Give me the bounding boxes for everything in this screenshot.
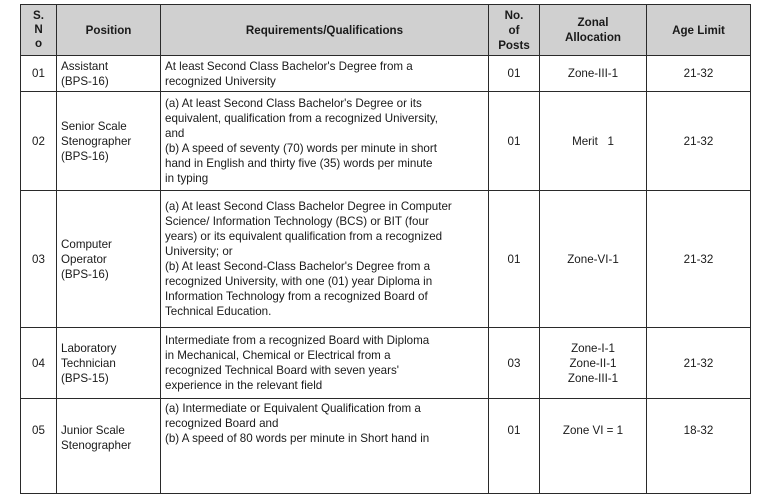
header-sno-line: S. [33,9,44,22]
position-line: Operator [61,252,107,266]
requirement-line: Technical Education. [165,305,272,318]
header-posts-line: Posts [498,38,530,52]
row-posts: 01 [489,399,540,494]
requirement-line: Science/ Information Technology (BCS) or BIT (four [165,215,429,228]
requirement-line: (b) At least Second-Class Bachelor's Degree from a [165,260,431,273]
row-zonal-allocation [540,328,647,399]
table-row [21,191,751,328]
requirement-line: recognized University [165,74,276,88]
position-line: Stenographer [61,134,132,148]
row-age-limit: 21-32 [647,92,751,191]
row-posts: 01 [489,191,540,328]
row-zonal-allocation [540,92,647,191]
requirement-line: recognized Technical Board with seven years' [165,364,400,377]
zone-line: Zone-II-1 [569,356,617,370]
position-line: (BPS-16) [61,74,109,88]
zone-line: Zone-III-1 [567,67,619,80]
header-posts-line: No. [504,8,524,22]
requirement-line: University; or [165,245,233,258]
row-sno: 04 [21,328,57,399]
position-line: Laboratory [61,341,117,355]
table-row [21,56,751,92]
header-requirements: Requirements/Qualifications [161,5,489,56]
requirement-line: (a) Intermediate or Equivalent Qualification from a [165,402,421,415]
row-position [57,399,161,494]
header-posts [489,5,540,56]
row-posts: 03 [489,328,540,399]
row-sno: 05 [21,399,57,494]
row-age-limit: 18-32 [647,399,751,494]
requirement-line: (a) At least Second Class Bachelor Degree in Computer [165,200,452,213]
position-line: (BPS-16) [61,267,109,281]
row-position [57,56,161,92]
row-age-limit: 21-32 [647,191,751,328]
row-sno: 02 [21,92,57,191]
requirement-line: At least Second Class Bachelor's Degree from a [165,59,413,73]
row-requirements [161,399,489,494]
table-row [21,399,751,494]
requirement-line: experience in the relevant field [165,379,323,392]
requirement-line: (a) At least Second Class Bachelor's Degree or its [165,97,422,110]
requirement-line: and [165,127,185,140]
row-sno: 01 [21,56,57,92]
row-position [57,92,161,191]
position-line: (BPS-15) [61,371,109,385]
header-zonal-line: Allocation [564,31,622,44]
zone-line: Zone-III-1 [567,371,619,385]
position-line: Assistant [61,59,109,73]
requirement-line: recognized Board and [165,417,279,430]
requirement-line: recognized University, with one (01) year Diploma in [165,275,433,288]
row-requirements [161,328,489,399]
header-sno-line: o [34,37,43,50]
zone-line: Zone VI = 1 [562,424,624,437]
header-sno-line: N [34,23,43,36]
row-zonal-allocation [540,399,647,494]
row-position [57,191,161,328]
row-zonal-allocation [540,191,647,328]
row-posts: 01 [489,92,540,191]
row-age-limit: 21-32 [647,328,751,399]
zone-line: Zone-I-1 [571,341,615,355]
job-vacancies-table [20,4,751,494]
row-age-limit: 21-32 [647,56,751,92]
header-sno [21,5,57,56]
requirement-line: (b) A speed of seventy (70) words per minute in short [165,142,437,155]
requirement-line: Information Technology from a recognized Board of [165,290,428,303]
position-line: Stenographer [61,439,132,452]
header-position: Position [57,5,161,56]
table-row [21,328,751,399]
position-line: (BPS-16) [61,149,109,163]
requirement-line: hand in English and thirty five (35) words per minute [165,157,433,170]
requirement-line: equivalent, qualification from a recognized University, [165,112,439,125]
position-line: Junior Scale [61,424,125,437]
table-row [21,92,751,191]
header-posts-line: of [508,23,520,37]
header-zonal-line: Zonal [577,16,609,29]
row-position [57,328,161,399]
row-sno: 03 [21,191,57,328]
header-row [21,5,751,56]
row-requirements [161,92,489,191]
position-line: Computer [61,237,112,251]
zone-line: Zone-VI-1 [567,252,619,266]
zone-line: Merit 1 [572,134,614,148]
requirement-line: in Mechanical, Chemical or Electrical from a [165,349,391,362]
header-age-limit: Age Limit [647,5,751,56]
position-line: Technician [61,356,116,370]
position-line: Senior Scale [61,119,127,133]
row-requirements [161,191,489,328]
requirement-line: (b) A speed of 80 words per minute in Short hand in [165,432,430,445]
requirement-line: years) or its equivalent qualification from a recognized [165,230,443,243]
row-zonal-allocation [540,56,647,92]
row-requirements [161,56,489,92]
header-zonal-allocation [540,5,647,56]
requirement-line: Intermediate from a recognized Board with Diploma [165,334,430,347]
row-posts: 01 [489,56,540,92]
requirement-line: in typing [165,172,209,185]
